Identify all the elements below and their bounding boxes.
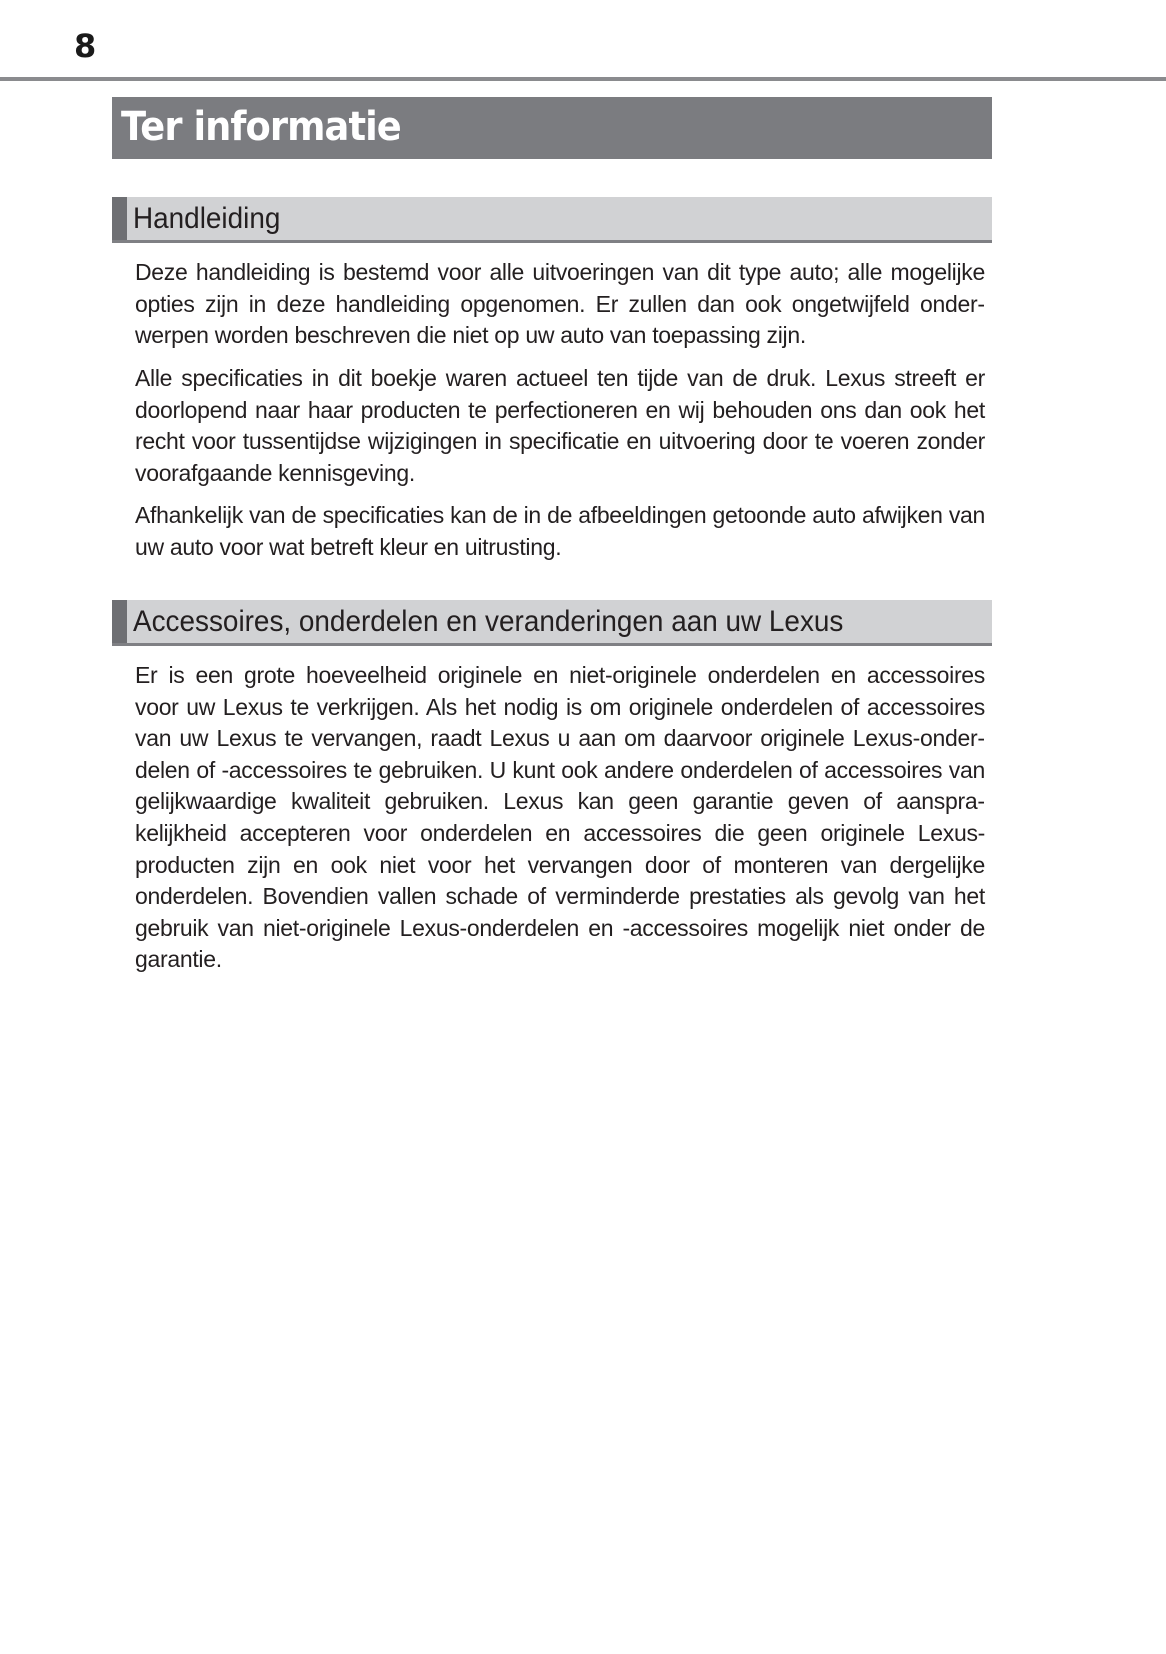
section-heading: Accessoires, onderdelen en veranderingen aan uw Lexus bbox=[133, 605, 844, 638]
section-heading: Handleiding bbox=[133, 202, 281, 235]
paragraph: Deze handleiding is bestemd voor alle uitvoeringen van dit type auto; alle mogelijke opties zijn in deze handleiding opgenomen. Er zullen dan ook ongetwijfeld onderwerpen worden beschreven die niet op uw auto van toepassing zijn. bbox=[135, 259, 985, 349]
section-header-accessoires bbox=[112, 600, 992, 646]
top-rule bbox=[0, 77, 1166, 81]
section-stripe bbox=[112, 600, 127, 643]
page-number: 8 bbox=[74, 27, 97, 65]
paragraph: Afhankelijk van de specificaties kan de in de afbeeldingen getoonde auto afwijken van uw auto voor wat betreft kleur en uitrusting. bbox=[135, 502, 985, 560]
section-header-handleiding bbox=[112, 197, 992, 243]
title-bar bbox=[112, 97, 992, 159]
paragraph: Er is een grote hoeveelheid originele en niet-originele onderdelen en accessoires voor uw Lexus te verkrijgen. Als het nodig is om originele onderdelen of accessoires van uw Lexus te vervangen, raadt Lexus u aan om daarvoor originele Lexus-onderdelen of -accessoires te gebruiken. U kunt ook andere onderdelen of accessoires van gelijkwaardige kwaliteit gebruiken. Lexus kan geen garantie geven of aansprakelijkheid accepteren voor onderdelen en accessoires die geen originele Lexus-producten zijn en ook niet voor het vervangen door of monteren van dergelijke onderdelen. Bovendien vallen schade of verminderde prestaties als gevolg van het gebruik van niet-originele Lexus-onderdelen en -accessoires mogelijk niet onder de garantie. bbox=[135, 662, 985, 973]
paragraph: Alle specificaties in dit boekje waren actueel ten tijde van de druk. Lexus streeft er doorlopend naar haar producten te perfectioneren en wij behouden ons dan ook het recht voor tussentijdse wijzigingen in specificatie en uitvoering door te voeren zonder voorafgaande kennisgeving. bbox=[135, 365, 985, 486]
section-stripe bbox=[112, 197, 127, 240]
page-title: Ter informatie bbox=[121, 104, 401, 150]
